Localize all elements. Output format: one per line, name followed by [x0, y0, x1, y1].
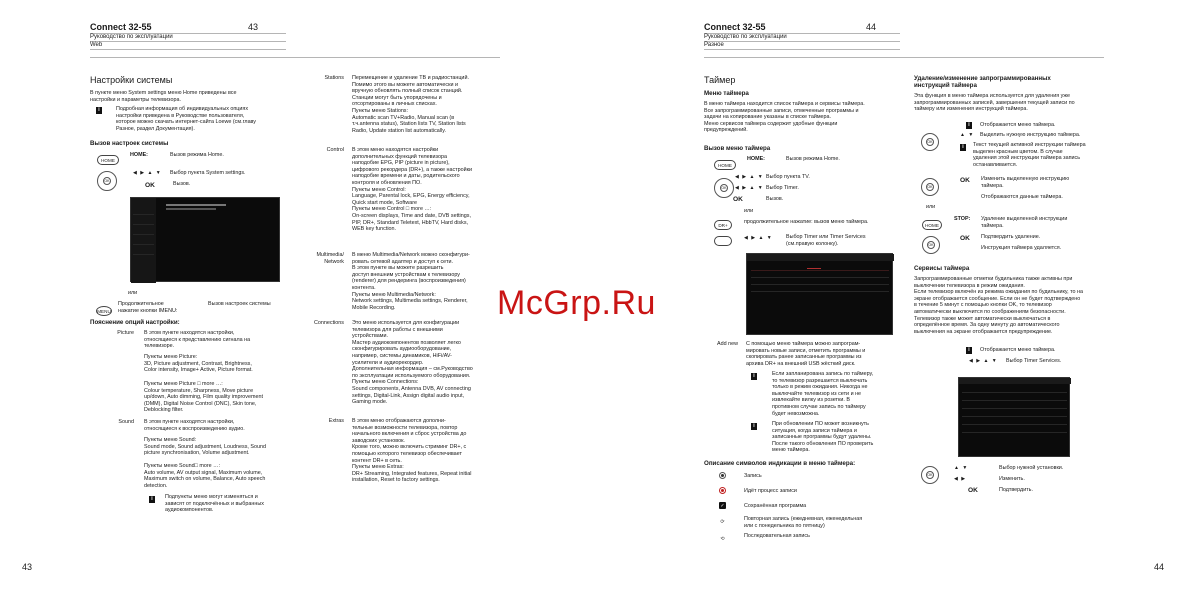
screen-row [133, 230, 154, 235]
picture-label: Picture [117, 330, 134, 336]
info-icon: i [96, 107, 102, 114]
arrow-keys-icon: ◀ ▶ ▲ ▼ [133, 170, 162, 176]
ok-label: OK [960, 235, 970, 242]
info-icon: i [149, 496, 155, 503]
symbol-series-text: Последовательная запись [744, 533, 810, 539]
symbols-heading: Описание символов индикации в меню таймера: [704, 460, 856, 467]
header-rule [704, 49, 900, 50]
dpad-icon: OK [921, 178, 939, 196]
screen-text-line [166, 208, 216, 210]
services-step-text: Отображается меню таймера. [980, 347, 1056, 353]
stations-text: Перемещение и удаление ТВ и радиостанций. Помимо этого вы можете автоматически и вручную обновлять полный список станций. Станции могут быть упорядочены и отсортированы в личных списках. Пункты меню Stations: Automatic scan TV+Radio, Manual scan (в т.ч.antenna status), Station lists TV, Station lists Radio, Update station list automatically. [352, 75, 469, 134]
note-text: Подробная информация об индивидуальных опциях настройки приведена в Руководстве пользователя, которое можно скачать интернет-сайта Loewe (см.главу Разное, раздел Документация). [116, 106, 257, 132]
call-heading: Вызов настроек системы [90, 140, 169, 147]
multimedia-label: Multimedia/ Network [316, 252, 344, 265]
screen-row [133, 250, 154, 255]
edit-text: Эта функция в меню таймера используется для удаления уже запрограммированных записей, завершения текущей записи по таймеру или изменения инструкций таймера. [914, 93, 1075, 113]
tv-screen-image [130, 197, 280, 282]
home-desc: Вызов режима Home. [786, 156, 840, 162]
extras-text: В этом меню отображаются дополни- тельные возможности телевизора, повтор начального включения и сброс устройства до заводских установок. Кроме того, можно включить стриминг DR+, с помощью которого телевизор обеспечивает контент DR+ в сеть. Пункты меню Extras: DR+ Streaming, Integrated features, Repeat initial installation, Reset to factory settings. [352, 418, 472, 484]
ok-label: OK [960, 177, 970, 184]
home-button-icon: HOME [714, 160, 736, 170]
timer-note1: Если запланирована запись по таймеру, то телевизор разрешается выключать только в режим ожидания. Никогда не выключайте телевизор из сети и не извлекайте вилку из розетки. В противном случае запись по таймеру будет невозможна. [772, 371, 874, 417]
picture-text: В этом пункте находятся настройки, относящиеся к представлению сигнала на телевизоре. [144, 330, 251, 350]
left-header-page: 43 [248, 22, 259, 32]
dpad-icon: OK [921, 133, 939, 151]
timer-menu-text: В меню таймера находится список таймера и сервисы таймера. Все запрограммированные записи, отмеченные программы и задачи на копирование указаны в списке таймера. Меню сервисов таймера содержит удобные функции предупреждений. [704, 101, 865, 134]
select-services-text: Выбор Timer или Timer Services (см.правую колонку). [786, 234, 866, 247]
long-press-text: Продолжительное нажатие кнопки IMENU: [118, 301, 178, 314]
edit-step-text: Инструкция таймера удаляется. [981, 245, 1062, 251]
services-step-text: Выбор нужной установки. [999, 465, 1064, 471]
long-press-desc: Вызов настроек системы [208, 301, 271, 307]
screen-row [751, 287, 889, 292]
dpad-icon: OK [921, 466, 939, 484]
edit-heading: Удаление/изменение запрограммированных инструкций таймера [914, 75, 1051, 89]
recording-icon [719, 487, 726, 494]
home-label: HOME: [130, 152, 148, 158]
arrow-keys-icon: ▲ ▼ [954, 465, 969, 471]
sound-text: В этом пункте находятся настройки, относящиеся к воспроизведению аудио. [144, 419, 245, 432]
screen-row [962, 388, 1067, 393]
add-new-label: Add new [717, 341, 738, 347]
or-text: или [128, 290, 138, 296]
info-icon: i [751, 423, 757, 430]
stop-label: STOP: [954, 216, 971, 222]
screen-header [959, 378, 1071, 384]
saved-icon: ✓ [720, 502, 725, 509]
extras-label: Extras [328, 418, 344, 424]
symbol-repeat-text: Повторная запись (ежедневная, еженедельная или с понедельника по пятницу) [744, 516, 863, 529]
arrow-keys-icon: ◀ ▶ ▲ ▼ [969, 358, 998, 364]
dpad-icon: OK [714, 178, 734, 198]
sound-label: Sound [118, 419, 134, 425]
arrow-keys-icon: ◀ ▶ ▲ ▼ [744, 235, 773, 241]
or-text: или [926, 204, 936, 210]
right-page [596, 0, 1191, 596]
or-text: или [744, 208, 754, 214]
screen-row [962, 404, 1067, 409]
ok-label: OK [968, 487, 978, 494]
services-heading: Сервисы таймера [914, 265, 970, 272]
arrow-keys-icon: ▲ ▼ [960, 132, 975, 138]
right-header-sub1: Руководство по эксплуатации [704, 34, 787, 40]
header-rule [704, 41, 900, 42]
services-step-text: Подтвердить. [999, 487, 1033, 493]
screen-row [751, 280, 889, 285]
edit-step-text: Отображается меню таймера. [980, 122, 1056, 128]
ok-label: OK [733, 196, 743, 203]
home-button-icon: HOME [922, 220, 942, 230]
symbol-saved-text: Сохранённая программа [744, 503, 807, 509]
left-header-sub1: Руководство по эксплуатации [90, 34, 173, 40]
dr-button-icon: DR+ [714, 220, 732, 230]
add-new-text: С помощью меню таймера можно запрограм- мировать новые записи, отметить программы и скопировать ранее записанные программы из архива DR+ на внешний USB жёсткий диск. [746, 341, 866, 367]
info-icon: i [751, 373, 757, 380]
intro-text: В пункте меню System settings меню Home приведены все настройки и параметры телевизора. [90, 90, 237, 103]
select-tv-text: Выбор пункта TV. [766, 174, 810, 180]
edit-step-text: Изменить выделенную инструкцию таймера. [981, 176, 1070, 189]
right-header-title: Connect 32-55 [704, 22, 766, 32]
info-icon: i [966, 122, 972, 129]
left-header-sub2: Web [90, 42, 103, 48]
dpad-icon: OK [97, 171, 117, 191]
services-screen-image [958, 377, 1070, 457]
left-page-number: 43 [22, 562, 33, 572]
arrow-keys-icon: ◀ ▶ ▲ ▼ [735, 185, 764, 191]
services-text: Запрограммированные отметки будильника также активны при выключении телевизора в режим ожидания. Если телевизор включён из режима ожидания по будильнику, то на экране отображается сообщение. Если он не будет подтверждено в течение 5 минут с помощью кнопки OK, то телевизор автоматически выключится по соображениям безопасности. Телевизор также может автоматически выключаться в определённое время. За одну минуту до автоматического выключения на экране отображается предупреждение. [914, 276, 1083, 335]
timer-screen-image [746, 253, 893, 335]
note2-text: Подпункты меню могут изменяться и зависят от подключённых и выбранных аудиокомпонентов. [165, 494, 264, 514]
explain-heading: Пояснение опций настройки: [90, 319, 180, 326]
back-button-icon [714, 236, 732, 246]
edit-step-text: Выделить нужную инструкцию таймера. [980, 132, 1081, 138]
edit-step-text: Отображаются данные таймера. [981, 194, 1063, 200]
screen-row [962, 428, 1067, 433]
call-label: Вызов. [173, 181, 191, 187]
edit-step-text: Текст текущей активной инструкции таймера выделен красным цветом. В случае удаления этой инструкции таймера запись останавливается. [973, 142, 1086, 168]
screen-row [962, 412, 1067, 417]
watermark-text: McGrp.Ru [497, 284, 656, 322]
screen-row [751, 273, 889, 278]
screen-row [962, 420, 1067, 425]
arrow-keys-icon: ◀ ▶ ▲ ▼ [735, 174, 764, 180]
screen-header [747, 254, 894, 261]
right-header-sub2: Разное [704, 42, 724, 48]
picture-menu: Пункты меню Picture: 3D, Picture adjustment, Contrast, Brightness, Color intensity, Image+ Active, Picture format. [144, 354, 253, 374]
timer-note2: При обновлении ПО может возникнуть ситуация, когда записи таймера и записанные программы будут удалены. После такого обновления ПО проверить меню таймера. [772, 421, 874, 454]
screen-row [133, 240, 154, 245]
timer-menu-heading: Меню таймера [704, 90, 749, 97]
picture-more: Пункты меню Picture □ more …: Colour temperature, Sharpness, Move picture up/down, Auto dimming, Film quality improvement (DMM), Digital Noise Control (DNC), Skin tone, Deblocking filter. [144, 381, 263, 414]
timer-title: Таймер [704, 75, 736, 85]
timer-call-heading: Вызов меню таймера [704, 145, 771, 152]
header-rule [90, 57, 500, 58]
screen-row [133, 210, 154, 215]
screen-text-line [166, 204, 226, 206]
sound-menu: Пункты меню Sound: Sound mode, Sound adjustment, Loudness, Sound picture synchronisation, Volume adjustment. [144, 437, 266, 457]
section-title: Настройки системы [90, 75, 173, 85]
edit-step-text: Удаление выделенной инструкции таймера. [981, 216, 1068, 229]
screen-row [133, 220, 154, 225]
stations-label: Stations [324, 75, 344, 81]
symbol-recording-text: Идёт процесс записи [744, 488, 797, 494]
menu-button-icon: MENU [96, 306, 112, 316]
repeat-icon: ⟳ [720, 518, 725, 525]
control-text: В этом меню находятся настройки дополнительных функций телевизора наподобие EPG, PIP (picture in picture), цифрового рекордера (DR+), а также настройки наподобие времени и даты, родительского контроля и обновления ПО. Пункты меню Control: Language, Parental lock, EPG, Energy efficiency, Quick start mode, Software Пункты меню Control □ more …: On-screen displays, Time and date, DVB settings, PIP, DR+, Standard Teletext, HbbTV, Hard disks, WEB key function. [352, 147, 472, 233]
dpad-icon: OK [922, 236, 940, 254]
right-page-number: 44 [1154, 562, 1165, 572]
symbol-record-text: Запись [744, 473, 762, 479]
home-desc: Вызов режима Home. [170, 152, 224, 158]
left-header-title: Connect 32-55 [90, 22, 152, 32]
home-button-icon: HOME [97, 155, 119, 165]
info-icon: i [966, 347, 972, 354]
services-step-text: Выбор Timer Services. [1006, 358, 1062, 364]
ok-label: OK [145, 182, 155, 189]
arrow-keys-icon: ◀ ▶ [954, 476, 967, 482]
series-icon: ⟲ [720, 535, 725, 542]
home-label: HOME: [747, 156, 765, 162]
dr-text: продолжительное нажатие: вызов меню таймера. [744, 219, 869, 225]
header-rule [90, 49, 286, 50]
right-header-page: 44 [866, 22, 877, 32]
screen-red-text [807, 268, 821, 269]
select-timer-text: Выбор Timer. [766, 185, 799, 191]
screen-row [962, 396, 1067, 401]
connections-label: Connections [314, 320, 344, 326]
header-rule [90, 41, 286, 42]
header-rule [704, 57, 1104, 58]
sound-more: Пункты меню Sound□ more …: Auto volume, AV output signal, Maximum volume, Maximum switch on volume, Balance, Auto speech detection. [144, 463, 266, 489]
control-label: Control [326, 147, 344, 153]
record-icon [719, 472, 726, 479]
select-item-text: Выбор пункта System settings. [170, 170, 246, 176]
services-step-text: Изменить. [999, 476, 1025, 482]
connections-text: Это меню используется для конфигурации телевизора для работы с внешними устройствами. Мастер аудиокомпонентов позволяет легко сконфигурировать аудиооборудование, например, системы динамиков, HiFi/AV- усилители и аудиорекордер. Дополнительная информация – см.Руководство по эксплуатации используемого оборудования. Пункты меню Connections: Sound components, Antenna DVB, AV connecting settings, Digital-Link, Assign digital audio input, Gaming mode. [352, 320, 473, 406]
call-label: Вызов. [766, 196, 784, 202]
edit-step-text: Подтвердить удаление. [981, 234, 1041, 240]
info-icon: i [960, 144, 966, 151]
multimedia-text: В меню Multimedia/Network можно сконфигури- ровать сетевой адаптер и доступ к сети. В этом пункте вы можете разрешить доступ внешним устройствам к телевизору (renderer) для рендеринга (воспроизведения) контента. Пункты меню Multimedia/Network: Network settings, Multimedia settings, Renderer, Mobile Recording. [352, 252, 470, 311]
